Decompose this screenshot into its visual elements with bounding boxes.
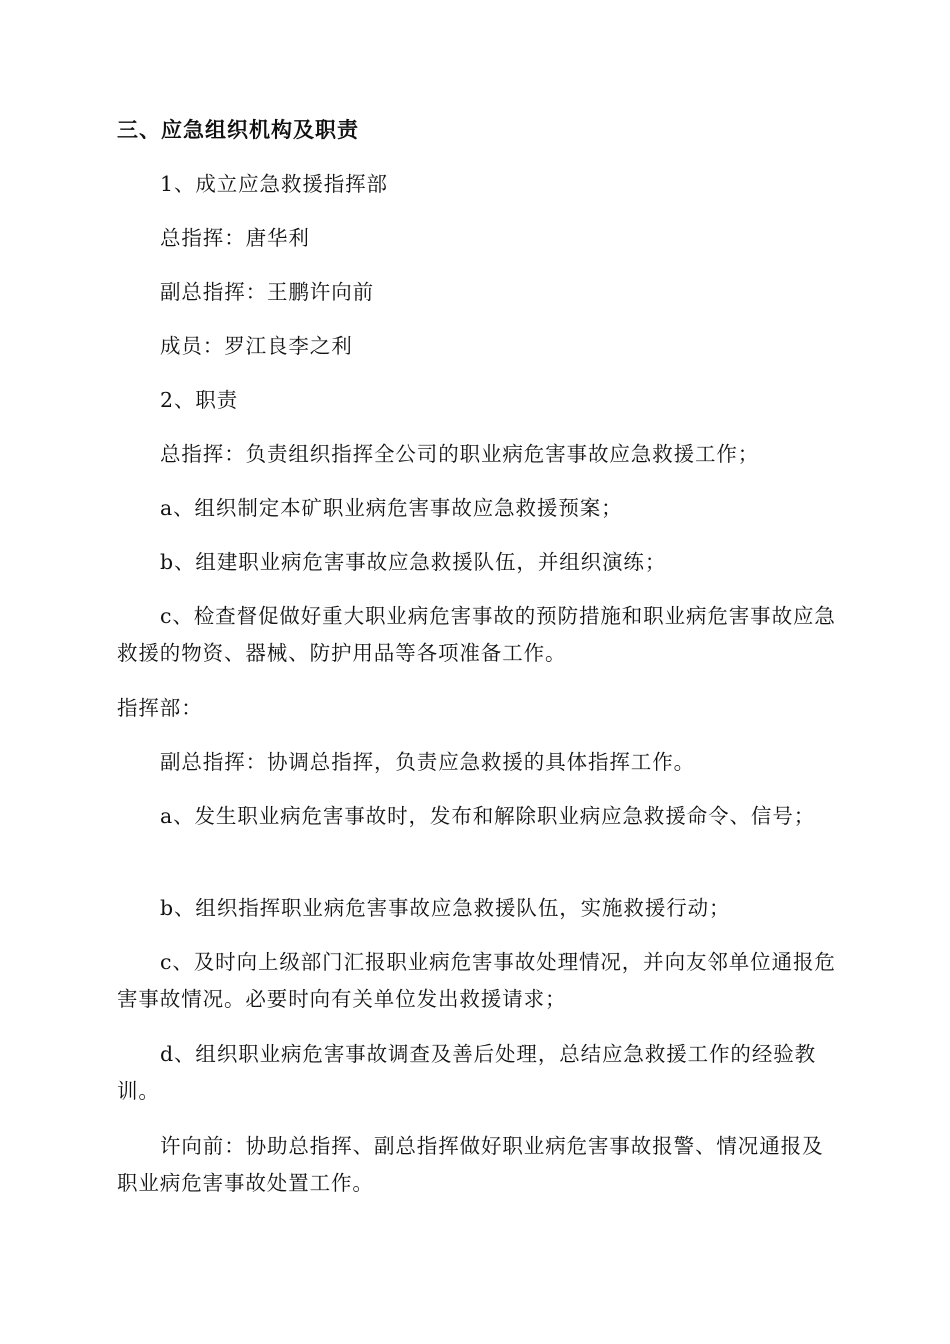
- paragraph-members: 成员：罗江良李之利: [160, 334, 353, 358]
- paragraph-deputy-duty-b: b、组织指挥职业病危害事故应急救援队伍，实施救援行动；: [160, 896, 731, 920]
- paragraph-duty-a: a、组织制定本矿职业病危害事故应急救援预案；: [160, 496, 623, 520]
- paragraph-commander: 总指挥：唐华利: [160, 226, 310, 250]
- paragraph-commander-duty: 总指挥：负责组织指挥全公司的职业病危害事故应急救援工作；: [160, 442, 760, 466]
- paragraph-command-dept: 指挥部：: [117, 696, 203, 720]
- paragraph-deputy-commander: 副总指挥：王鹏许向前: [160, 280, 374, 304]
- paragraph-deputy-duty-d: d、组织职业病危害事故调查及善后处理，总结应急救援工作的经验教训。: [117, 1042, 817, 1103]
- paragraph-establish-command: 1、成立应急救援指挥部: [160, 172, 388, 196]
- paragraph-deputy-duty-a: a、发生职业病危害事故时，发布和解除职业病应急救援命令、信号；: [160, 804, 816, 828]
- section-heading: 三、应急组织机构及职责: [117, 117, 359, 142]
- paragraph-duty-c: c、检查督促做好重大职业病危害事故的预防措施和职业病危害事故应急救援的物资、器械、防护用品等各项准备工作。: [117, 604, 836, 665]
- paragraph-deputy-duty-c: c、及时向上级部门汇报职业病危害事故处理情况，并向友邻单位通报危害事故情况。必要时向有关单位发出救援请求；: [117, 950, 836, 1011]
- paragraph-deputy-duty: 副总指挥：协调总指挥，负责应急救援的具体指挥工作。: [160, 750, 695, 774]
- paragraph-xu-xiangqian-duty: 许向前：协助总指挥、副总指挥做好职业病危害事故报警、情况通报及职业病危害事故处置工作。: [117, 1134, 824, 1195]
- paragraph-duties-heading: 2、职责: [160, 388, 239, 412]
- paragraph-duty-b: b、组建职业病危害事故应急救援队伍，并组织演练；: [160, 550, 667, 574]
